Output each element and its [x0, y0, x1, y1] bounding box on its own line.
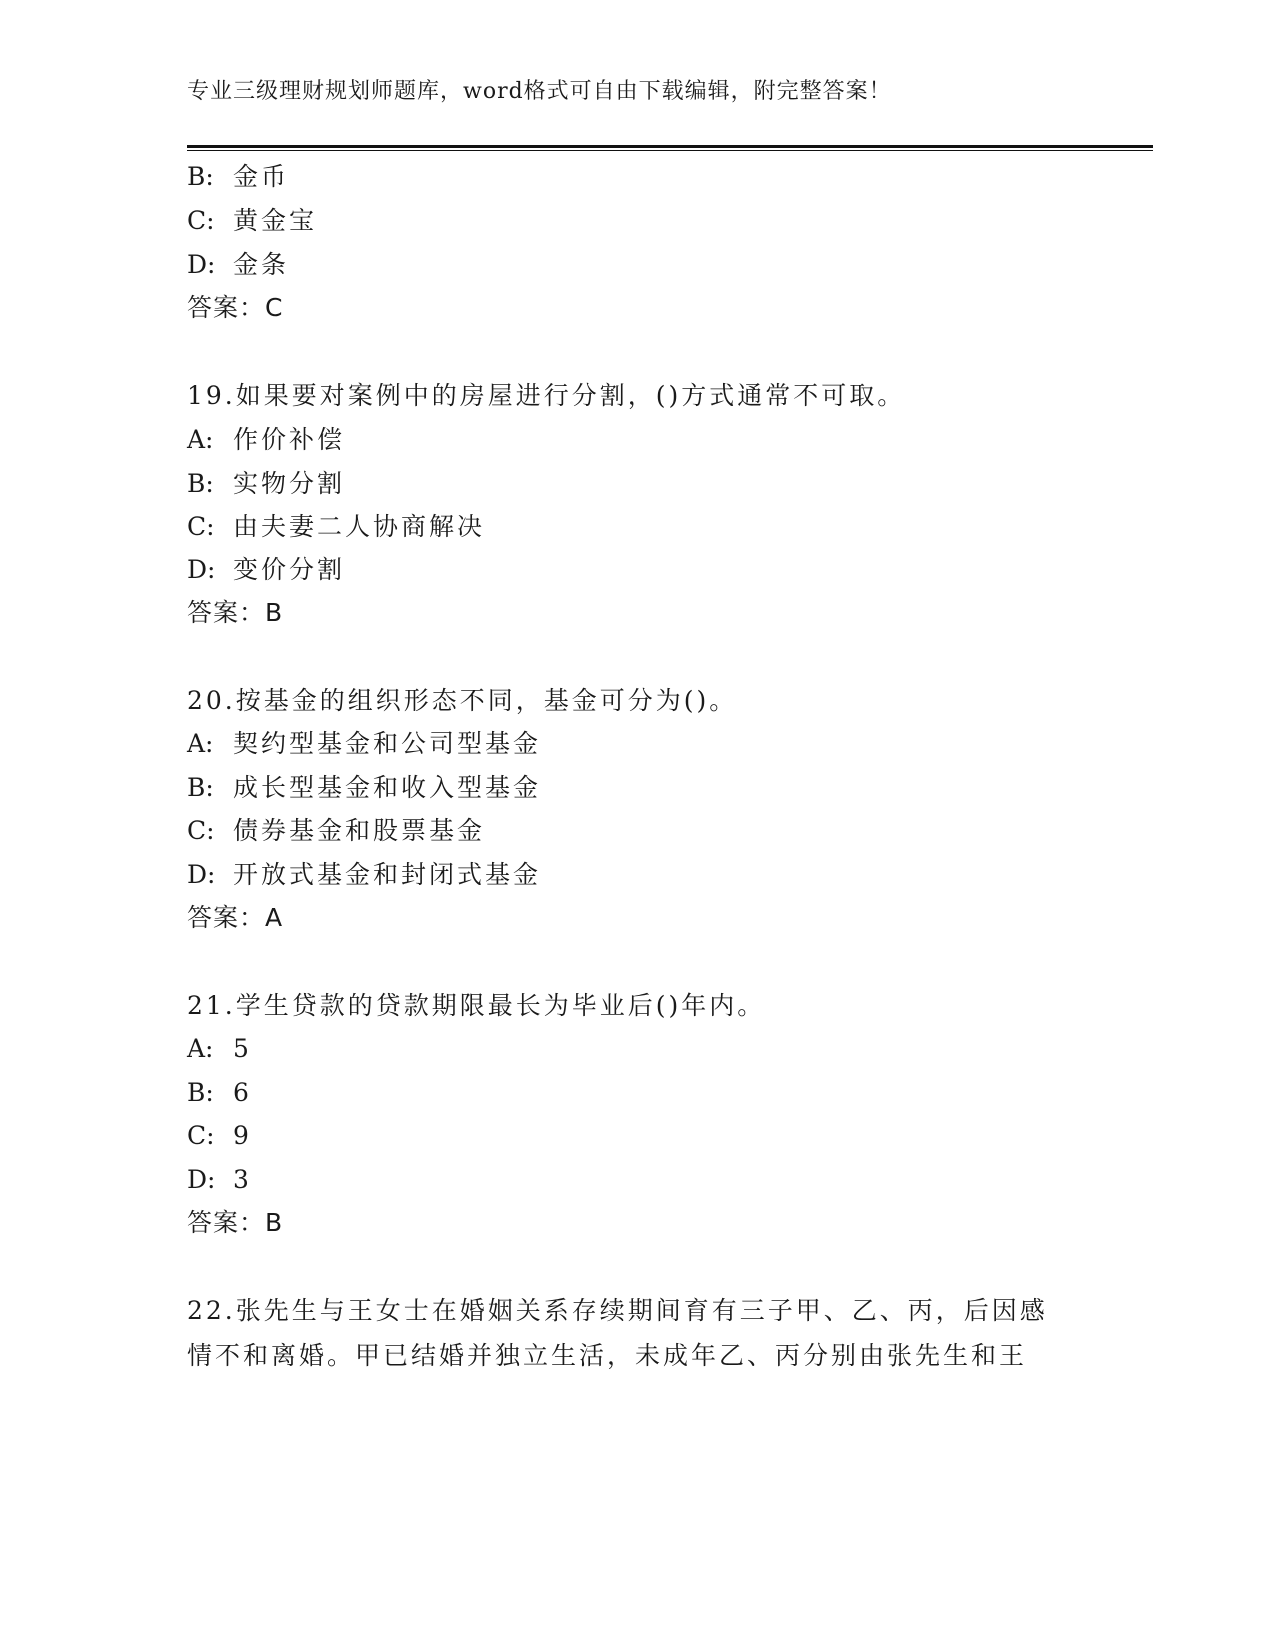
- option-text: 由夫妻二人协商解决: [233, 512, 486, 541]
- option-text: 契约型基金和公司型基金: [233, 729, 542, 758]
- option-letter: D:: [187, 555, 216, 584]
- option-text: 实物分割: [233, 469, 346, 498]
- option-text: 作价补偿: [233, 425, 346, 454]
- option-text: 开放式基金和封闭式基金: [233, 860, 542, 889]
- option-letter: A:: [187, 729, 214, 758]
- q18-option-b: [187, 161, 289, 193]
- option-letter: A:: [187, 425, 214, 454]
- q19-stem: 19.如果要对案例中的房屋进行分割，()方式通常不可取。: [187, 381, 906, 410]
- q20-option-c: [187, 815, 485, 847]
- option-letter: C:: [187, 206, 215, 235]
- option-letter: B:: [187, 1078, 214, 1107]
- option-text: 变价分割: [233, 555, 346, 584]
- q21-stem: 21.学生贷款的贷款期限最长为毕业后()年内。: [187, 991, 766, 1020]
- q19-option-d: [187, 554, 345, 586]
- option-letter: C:: [187, 1121, 215, 1150]
- option-text: 金币: [233, 162, 290, 191]
- option-text: 3: [233, 1165, 252, 1194]
- q21-option-d: [187, 1164, 252, 1196]
- q21-option-b: [187, 1077, 252, 1109]
- q18-option-d: [187, 249, 289, 281]
- q20-option-d: [187, 859, 541, 891]
- option-letter: B:: [187, 773, 214, 802]
- header-divider-thick: [187, 145, 1153, 148]
- header-divider: [187, 145, 1153, 152]
- q21-option-a: [187, 1033, 252, 1065]
- q22-stem-line-2: 情不和离婚。甲已结婚并独立生活，未成年乙、丙分别由张先生和王: [187, 1341, 1028, 1370]
- option-letter: A:: [187, 1034, 214, 1063]
- option-text: 成长型基金和收入型基金: [233, 773, 542, 802]
- q22-stem-line-1: 22.张先生与王女士在婚姻关系存续期间育有三子甲、乙、丙，后因感: [187, 1296, 1048, 1325]
- option-text: 金条: [233, 250, 290, 279]
- header-divider-thin: [187, 150, 1153, 151]
- option-text: 债券基金和股票基金: [233, 816, 486, 845]
- q18-option-c: [187, 205, 317, 237]
- q18-answer: 答案：C: [187, 293, 284, 322]
- page-header: 专业三级理财规划师题库，word格式可自由下载编辑，附完整答案！: [187, 79, 892, 104]
- q19-answer: 答案：B: [187, 598, 284, 627]
- q19-option-b: [187, 468, 345, 500]
- option-letter: D:: [187, 250, 216, 279]
- option-letter: D:: [187, 1165, 216, 1194]
- option-letter: C:: [187, 512, 215, 541]
- option-letter: D:: [187, 860, 216, 889]
- q20-option-b: [187, 772, 541, 804]
- option-text: 9: [233, 1121, 252, 1150]
- option-text: 5: [233, 1034, 252, 1063]
- q20-answer: 答案：A: [187, 903, 284, 932]
- option-text: 6: [233, 1078, 252, 1107]
- q21-answer: 答案：B: [187, 1208, 284, 1237]
- option-letter: B:: [187, 162, 214, 191]
- q20-stem: 20.按基金的组织形态不同，基金可分为()。: [187, 686, 738, 715]
- q19-option-c: [187, 511, 485, 543]
- option-letter: C:: [187, 816, 215, 845]
- option-letter: B:: [187, 469, 214, 498]
- option-text: 黄金宝: [233, 206, 318, 235]
- q20-option-a: [187, 728, 541, 760]
- q21-option-c: [187, 1120, 252, 1152]
- q19-option-a: [187, 424, 345, 456]
